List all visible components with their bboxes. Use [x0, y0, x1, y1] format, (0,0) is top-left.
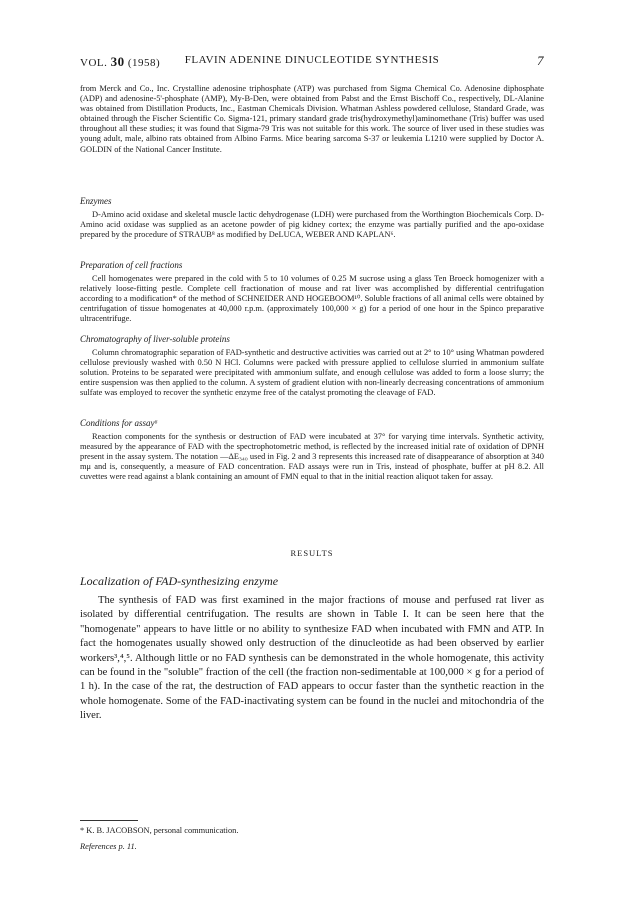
results-subheading: Localization of FAD-synthesizing enzyme [80, 574, 279, 588]
section-heading-cell-fractions: Preparation of cell fractions [80, 260, 183, 270]
footnote-rule [80, 820, 138, 821]
results-heading: RESULTS [290, 548, 334, 558]
section-heading-assay: Conditions for assay⁶ [80, 418, 158, 428]
section-text-assay: Reaction components for the synthesis or destruction of FAD were incubated at 37° for varying time intervals. Synthetic activity, measured by the appearance of FAD with the spectrophotometric method, is reflected by the increased initial rate of oxidation of DPNH present in the assay system. The notation —ΔE₃₄₀ used in Fig. 2 and 3 represents this increased rate of disappearance of absorption at 340 mμ and is, consequently, a measure of FAD concentration. FAD assays were run in Tris, instead of phosphate, buffer at pH 8.2. All cuvettes were read against a blank containing an amount of FMN equal to that in the initial reaction aliquot taken for assay. [80, 432, 544, 482]
references-note: References p. 11. [80, 842, 137, 851]
section-heading-chromatography: Chromatography of liver-soluble proteins [80, 334, 230, 344]
running-header [80, 54, 544, 70]
running-title: FLAVIN ADENINE DINUCLEOTIDE SYNTHESIS [184, 54, 440, 66]
footnote: * K. B. JACOBSON, personal communication. [80, 826, 239, 835]
section-text-cell-fractions: Cell homogenates were prepared in the cold with 5 to 10 volumes of 0.25 M sucrose using a glass Ten Broeck homogenizer with a relatively loose-fitting pestle. Complete cell fractionation of mouse and rat liver was accomplished by differential centrifugation according to a modification* of the method of SCHNEIDER AND HOGEBOOM¹⁰. Soluble fractions of all animal cells were obtained by centrifugation of tissue homogenates at 40,000 r.p.m. (approximately 100,000 × g) for a period of one hour in the Spinco preparative ultracentrifuge. [80, 274, 544, 324]
page-number: 7 [537, 53, 544, 68]
section-text-chromatography: Column chromatographic separation of FAD-synthetic and destructive activities was carried out at 2° to 10° using Whatman powdered cellulose previously washed with 0.50 N HCl. Columns were packed with pressure applied to cellulose slurried in ammonium sulfate solution. Proteins to be separated were precipitated with ammonium sulfate, and enough cellulose was added to form a loose slurry; the entire suspension was then applied to the column. A system of gradient elution with non-linearly decreasing concentrations of ammonium sulfate was employed to recover the synthetic enzyme free of the catalyst promoting the cleavage of FAD. [80, 348, 544, 398]
section-text-enzymes: D-Amino acid oxidase and skeletal muscle lactic dehydrogenase (LDH) were purchased from the Worthington Biochemicals Corp. D-Amino acid oxidase was supplied as an acetone powder of pig kidney cortex; the enzyme was partially purified and the apo-oxidase prepared by the procedure of STRAUB⁸ as modified by DeLUCA, WEBER AND KAPLAN⁶. [80, 210, 544, 240]
section-heading-enzymes: Enzymes [80, 196, 112, 206]
results-paragraph: The synthesis of FAD was first examined in the major fractions of mouse and perfused rat liver as isolated by differential centrifugation. The results are shown in Table I. It can be seen here that the "homogenate" appears to have little or no ability to synthesize FAD when incubated with FMN and ATP. In fact the homogenates usually showed only destruction of the dinucleotide as had been observed by earlier workers³,⁴,⁵. Although little or no FAD synthesis can be demonstrated in the whole homogenate, this activity can be found in the "soluble" fraction of the cell (the fraction non-sedimentable at 100,000 × g for a period of 1 h). In the case of the rat, the destruction of FAD appears to occur faster than the synthetic reaction in the whole homogenate. Some of the FAD-inactivating system can be found in the nuclei and mitochondria of the liver. [80, 595, 544, 722]
materials-paragraph: from Merck and Co., Inc. Crystalline adenosine triphosphate (ATP) was purchased from Sigma Chemical Co. Adenosine diphosphate (ADP) and adenosine-5'-phosphate (AMP), My-B-Den, were obtained from Pabst and the Ernst Bischoff Co., respectively, DL-Alanine was obtained from Distillation Products, Inc., Eastman Chemicals Division. Whatman Ashless powdered cellulose, Standard Grade, was obtained through the Fischer Scientific Co. Sigma-121, primary standard grade tris(hydroxymethyl)aminomethane (Tris) buffer was used throughout all these studies; it was found that Sigma-79 Tris was not suitable for this work. The source of liver used in these studies was young adult, male, albino rats obtained from Albino Farms. Mice bearing sarcoma S-37 or leukemia L1210 were supplied by Doctor A. GOLDIN of the National Cancer Institute. [80, 84, 544, 154]
volume-label: VOL. 30 (1958) [80, 54, 161, 69]
